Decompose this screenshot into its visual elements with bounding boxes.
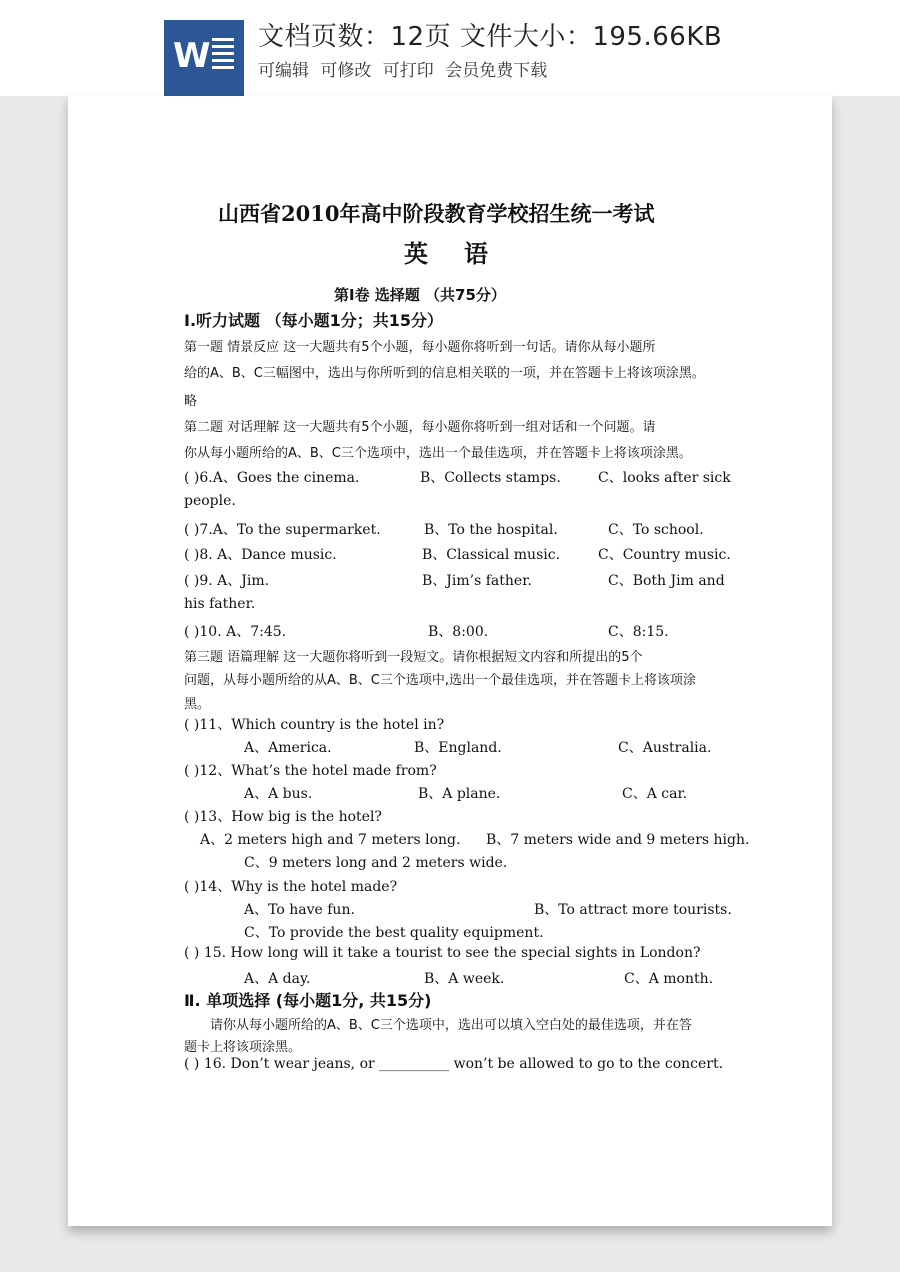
q6-stem: ( )6.A、Goes the cinema. <box>184 470 360 486</box>
document-page <box>68 96 832 1226</box>
q15-option-a: A、A day. <box>244 971 311 987</box>
part-heading: 第Ⅰ卷 选择题 （共75分） <box>334 286 506 304</box>
exam-title: 山西省2010年高中阶段教育学校招生统一考试 <box>218 201 655 226</box>
sec2-instruction: 请你从每小题所给的A、B、C三个选项中，选出可以填入空白处的最佳选项，并在答 <box>210 1018 692 1033</box>
document-info-subtitle: 可编辑 可修改 可打印 会员免费下载 <box>258 61 548 81</box>
q8-option-b: B、Classical music. <box>422 547 561 563</box>
q12-option-a: A、A bus. <box>244 786 313 802</box>
q12-option-b: B、A plane. <box>418 786 501 802</box>
q12-option-c: C、A car. <box>622 786 688 802</box>
q8-stem: ( )8. A、Dance music. <box>184 547 337 563</box>
q3-instruction-line2: 问题，从每小题所给的从A、B、C三个选项中,选出一个最佳选项，并在答题卡上将该项涂 <box>184 673 697 688</box>
q6-continuation: people. <box>184 493 236 509</box>
q16-stem: ( ) 16. Don’t wear jeans, or __________ won’t be allowed to go to the concert. <box>184 1056 724 1072</box>
q10-option-c: C、8:15. <box>608 624 669 640</box>
q1-instruction-line2: 给的A、B、C三幅图中，选出与你所听到的信息相关联的一项，并在答题卡上将该项涂黑。 <box>184 366 705 381</box>
q13-option-b: B、7 meters wide and 9 meters high. <box>486 832 750 848</box>
q14-option-b: B、To attract more tourists. <box>534 902 732 918</box>
q8-option-c: C、Country music. <box>598 547 731 563</box>
q11-option-a: A、America. <box>244 740 332 756</box>
sec2-instruction-line2: 题卡上将该项涂黑。 <box>184 1040 302 1055</box>
q15-option-c: C、A month. <box>624 971 714 987</box>
q1-omitted: 略 <box>184 394 198 409</box>
q7-option-c: C、To school. <box>608 522 704 538</box>
q12-stem: ( )12、What’s the hotel made from? <box>184 763 437 779</box>
q10-stem: ( )10. A、7:45. <box>184 624 287 640</box>
q11-stem: ( )11、Which country is the hotel in? <box>184 717 445 733</box>
q2-instruction: 第二题 对话理解 这一大题共有5个小题，每小题你将听到一组对话和一个问题。请 <box>184 420 656 435</box>
q2-instruction-line2: 你从每小题所给的A、B、C三个选项中，选出一个最佳选项，并在答题卡上将该项涂黑。 <box>184 446 692 461</box>
q13-option-c: C、9 meters long and 2 meters wide. <box>244 855 508 871</box>
q13-option-a: A、2 meters high and 7 meters long. <box>200 832 461 848</box>
q15-option-b: B、A week. <box>424 971 505 987</box>
q15-stem: ( ) 15. How long will it take a tourist to see the special sights in London? <box>184 945 701 961</box>
section-heading-single-choice: Ⅱ. 单项选择 (每小题1分, 共15分) <box>184 991 432 1010</box>
q7-option-b: B、To the hospital. <box>424 522 558 538</box>
q14-option-c: C、To provide the best quality equipment. <box>244 925 544 941</box>
section-heading-listening: Ⅰ.听力试题 （每小题1分；共15分） <box>184 311 444 330</box>
q6-option-b: B、Collects stamps. <box>420 470 561 486</box>
document-info-title: 文档页数：12页 文件大小：195.66KB <box>258 22 723 52</box>
download-banner <box>0 0 900 96</box>
q1-instruction: 第一题 情景反应 这一大题共有5个小题，每小题你将听到一句话。请你从每小题所 <box>184 340 656 355</box>
word-document-icon <box>164 20 244 96</box>
q9-stem: ( )9. A、Jim. <box>184 573 270 589</box>
q14-stem: ( )14、Why is the hotel made? <box>184 879 398 895</box>
q10-option-b: B、8:00. <box>428 624 489 640</box>
q14-option-a: A、To have fun. <box>244 902 355 918</box>
q3-instruction-line3: 黑。 <box>184 697 211 712</box>
word-icon-letter: W <box>173 36 211 76</box>
q9-option-b: B、Jim’s father. <box>422 573 532 589</box>
q9-option-c: C、Both Jim and <box>608 573 725 589</box>
q11-option-b: B、England. <box>414 740 502 756</box>
exam-subject: 英语 <box>404 239 524 268</box>
q6-option-c: C、looks after sick <box>598 470 731 486</box>
q3-instruction: 第三题 语篇理解 这一大题你将听到一段短文。请你根据短文内容和所提出的5个 <box>184 650 643 665</box>
q7-stem: ( )7.A、To the supermarket. <box>184 522 381 538</box>
q9-continuation: his father. <box>184 596 256 612</box>
q11-option-c: C、Australia. <box>618 740 712 756</box>
q13-stem: ( )13、How big is the hotel? <box>184 809 382 825</box>
